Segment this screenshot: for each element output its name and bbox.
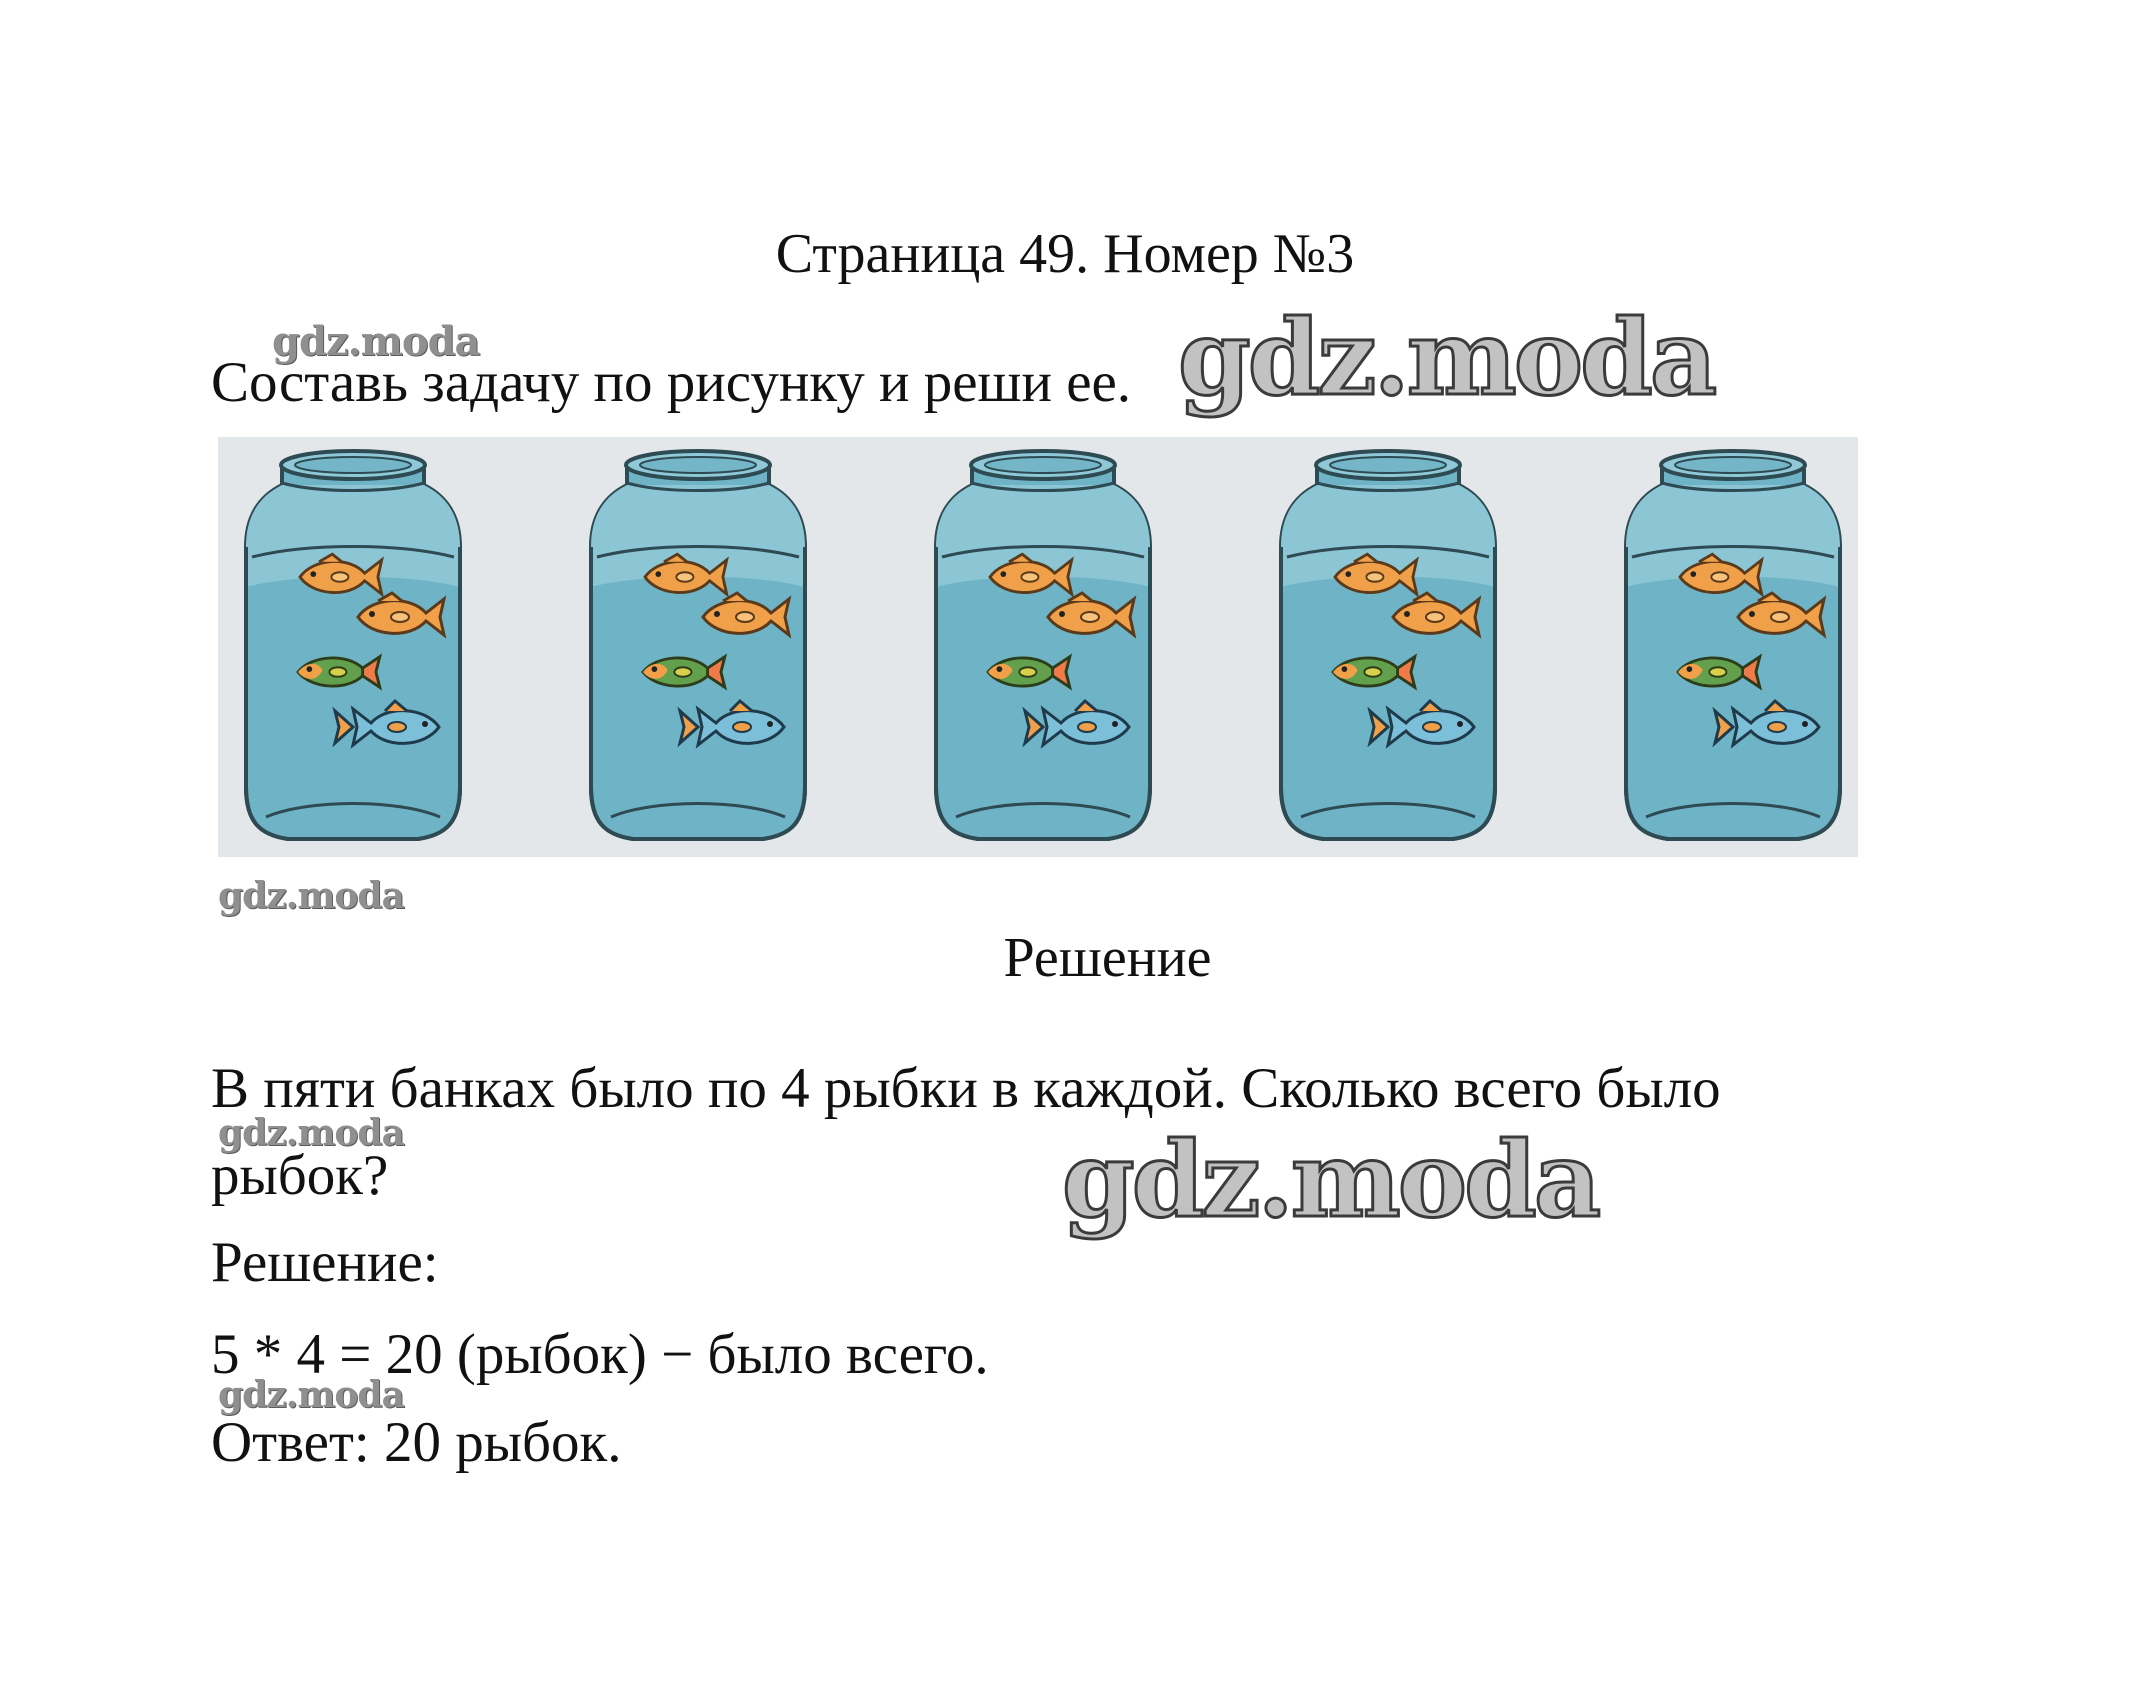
problem-line-2: рыбок?	[211, 1144, 389, 1207]
fish-jar	[246, 451, 460, 839]
equation: 5 * 4 = 20 (рыбок) − было всего.	[211, 1323, 989, 1386]
watermark-large: gdz.moda	[1062, 1118, 1599, 1241]
fish-jar	[591, 451, 805, 839]
fish-jars-picture	[218, 437, 1858, 857]
fish-jar	[1281, 451, 1495, 839]
jar-icon	[591, 451, 805, 839]
answer: Ответ: 20 рыбок.	[211, 1411, 622, 1474]
watermark-small: gdz.moda	[218, 1112, 404, 1154]
jar-icon	[246, 451, 460, 839]
solution-heading: Решение	[1003, 927, 1212, 989]
jar-icon	[1281, 451, 1495, 839]
fish-jar	[936, 451, 1150, 839]
watermark-large: gdz.moda	[1178, 296, 1715, 419]
watermark-small: gdz.moda	[218, 875, 404, 917]
page-title: Страница 49. Номер №3	[775, 223, 1355, 285]
watermark-small: gdz.moda	[218, 1374, 404, 1416]
task-text: Составь задачу по рисунку и реши ее.	[211, 351, 1132, 414]
fish-jar	[1626, 451, 1840, 839]
jar-icon	[1626, 451, 1840, 839]
problem-line-1: В пяти банках было по 4 рыбки в каждой. Сколько всего было	[211, 1057, 1721, 1120]
jar-icon	[936, 451, 1150, 839]
watermark-small: gdz.moda	[272, 318, 480, 365]
solution-label: Решение:	[211, 1231, 439, 1294]
